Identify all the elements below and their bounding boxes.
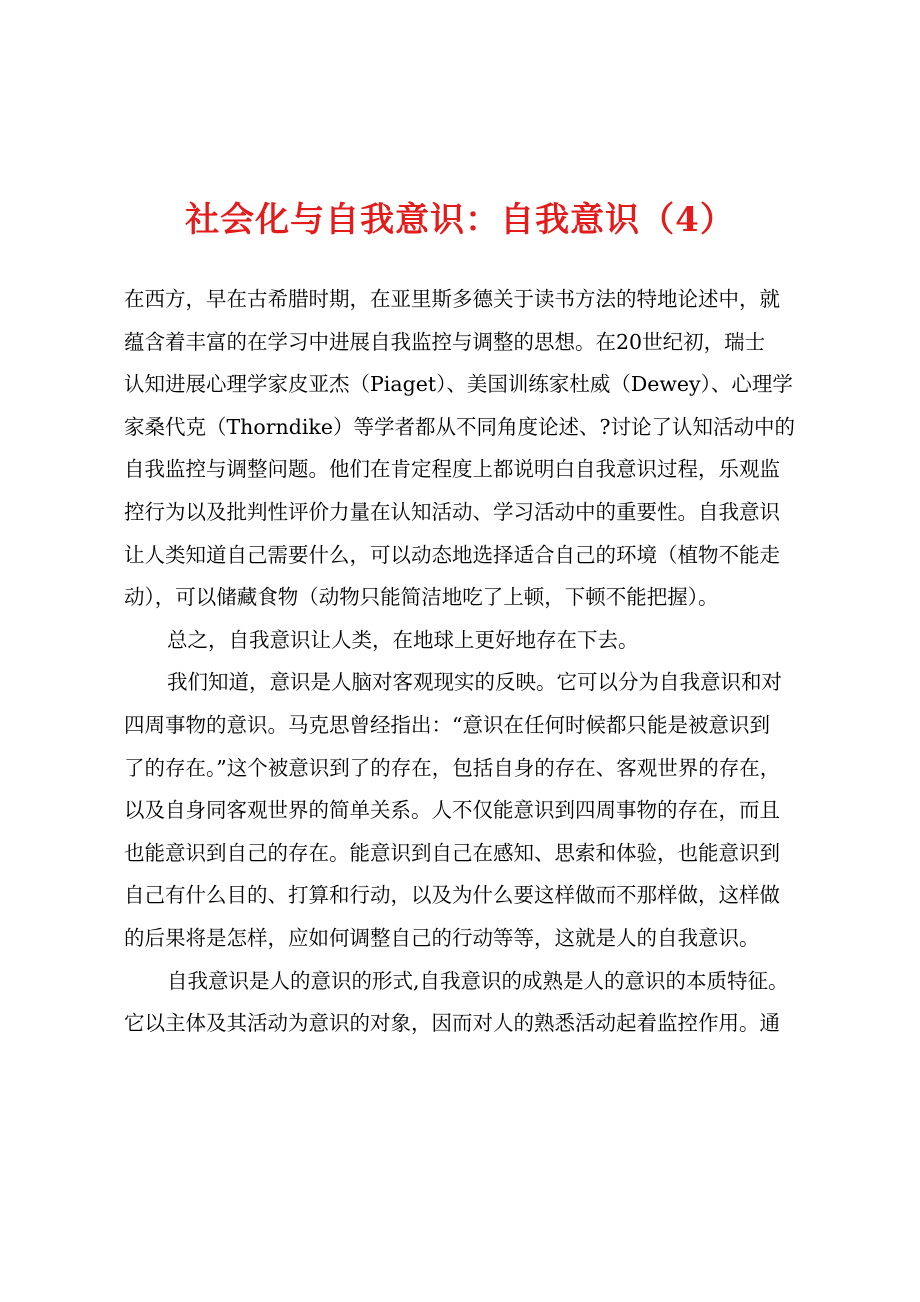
document-body — [124, 278, 814, 1045]
text-line: 我们知道，意识是人脑对客观现实的反映。它可以分为自我意识和对 — [167, 670, 782, 695]
text-line: 总之，自我意识让人类，在地球上更好地存在下去。 — [167, 627, 639, 652]
text-line: 蕴含着丰富的在学习中进展自我监控与调整的思想。在20世纪初，瑞士 — [124, 329, 766, 354]
text-line: 控行为以及批判性评价力量在认知活动、学习活动中的重要性。自我意识 — [124, 499, 780, 524]
text-line: 让人类知道自己需要什么，可以动态地选择适合自己的环境（植物不能走 — [124, 542, 780, 567]
text-line: 家桑代克（Thorndike）等学者都从不同角度论述、?讨论了认知活动中的 — [124, 414, 795, 439]
paragraph-2 — [124, 619, 814, 662]
text-line: 了的存在。”这个被意识到了的存在，包括自身的存在、客观世界的存在， — [124, 755, 781, 780]
document-title: 社会化与自我意识：自我意识（4） — [185, 200, 735, 240]
text-line: 在西方，早在古希腊时期，在亚里斯多德关于读书方法的特地论述中，就 — [124, 287, 780, 311]
text-line: 自我意识是人的意识的形式,自我意识的成熟是人的意识的本质特征。 — [167, 968, 789, 993]
text-line: 自己有什么目的、打算和行动，以及为什么要这样做而不那样做，这样做 — [124, 883, 780, 908]
paragraph-4 — [124, 960, 814, 1045]
text-line: 也能意识到自己的存在。能意识到自己在感知、思索和体验，也能意识到 — [124, 840, 780, 865]
text-line: 四周事物的意识。马克思曾经指出：“意识在任何时候都只能是被意识到 — [124, 712, 770, 737]
text-line: 它以主体及其活动为意识的对象，因而对人的熟悉活动起着监控作用。通 — [124, 1011, 780, 1036]
text-line: 动），可以储藏食物（动物只能简洁地吃了上顿，下顿不能把握）。 — [124, 585, 719, 610]
text-line: 自我监控与调整问题。他们在肯定程度上都说明白自我意识过程，乐观监 — [124, 457, 780, 482]
paragraph-1 — [124, 278, 814, 619]
paragraph-3 — [124, 661, 814, 959]
text-line: 的后果将是怎样，应如何调整自己的行动等等，这就是人的自我意识。 — [124, 925, 760, 950]
text-line: 以及自身同客观世界的简单关系。人不仅能意识到四周事物的存在，而且 — [124, 798, 780, 823]
text-line: 认知进展心理学家皮亚杰（Piaget）、美国训练家杜威（Dewey）、心理学 — [124, 372, 793, 397]
